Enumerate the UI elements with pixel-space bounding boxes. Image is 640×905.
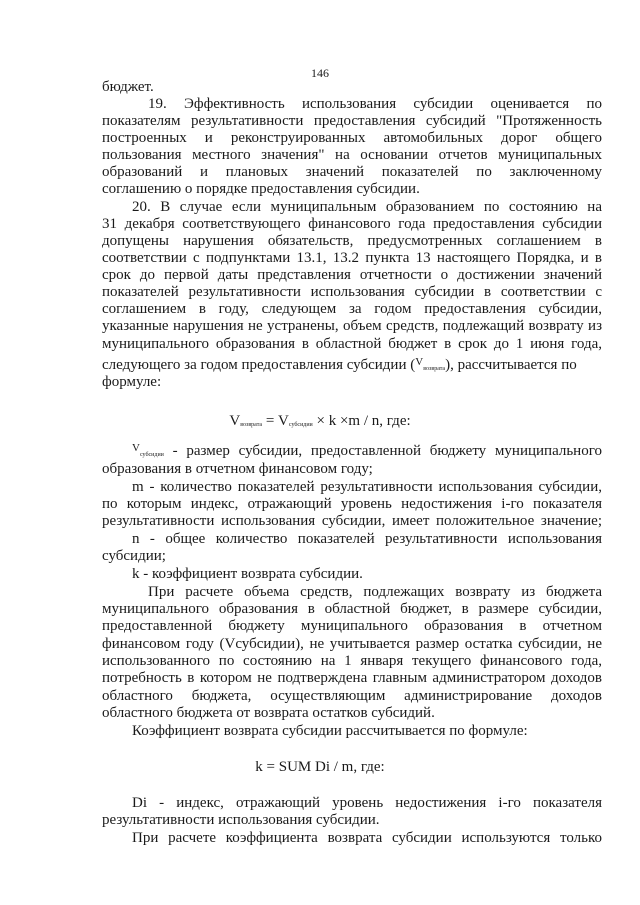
text-line: срок до первой даты представления отчетности о достижении значений [102,267,602,283]
text-line: соглашением в году, следующем за годом предоставления субсидии, [102,301,602,317]
text-line: При расчете коэффициента возврата субсидии используются только [132,830,602,846]
text-line: областного бюджета, осуществляющим администрирование доходов [102,688,602,704]
page-number: 146 [311,66,329,80]
text-line: Коэффициент возврата субсидии рассчитывается по формуле: [132,723,528,739]
text-line: муниципального образования в областной бюджет, в размере субсидии, [102,601,602,617]
text-line: финансовом году (Vсубсидии), не учитывается размер остатка субсидии, не [102,636,602,652]
text-line: формуле: [102,374,162,390]
text-line: муниципального образования в областной бюджет в срок до 1 июня года, [102,336,602,352]
text-line: указанные нарушения не устранены, объем средств, подлежащий возврату из [102,318,602,334]
text-line: При расчете объема средств, подлежащих возврату из бюджета [148,584,602,600]
text-line: пользования местного значения" на основании отчетов муниципальных [102,147,602,163]
text-line: результативности использования субсидии. [102,812,380,828]
text-line: следующего за годом предоставления субсидии ($^V$возврата), рассчитывается по [102,356,577,373]
text-line: m - количество показателей результативности использования субсидии, [132,479,602,495]
text-line: показателей результативности использования субсидии в соответствии с [102,284,602,300]
text-line: построенных и реконструированных автомобильных дорог общего [102,130,602,146]
text-line: 20. В случае если муниципальным образованием по состоянию на [132,199,602,215]
text-line: использованного по состоянию на 1 января текущего финансового года, [102,653,602,669]
text-line: n - общее количество показателей результативности использования [132,531,602,547]
text-line: соглашению о порядке предоставления субсидии. [102,181,420,197]
text-line: по которым индекс, отражающий уровень недостижения i-го показателя [102,496,602,512]
text-line: потребность в котором не подтверждена главным администратором доходов [102,670,602,686]
text-line: образования в отчетном финансовом году; [102,461,373,477]
text-line: показателям результативности предоставления субсидий "Протяженность [102,113,602,129]
text-line: предоставленной бюджету муниципального образования в отчетном [102,618,602,634]
text-line: соответствии с подпунктами 13.1, 13.2 пункта 13 настоящего Порядка, и в [102,250,602,266]
formula-1: $V_{возврата} = V_{субсидии} \times k \times m / n$, где: [229,413,411,429]
text-line: результативности использования субсидии, имеет положительное значение; [102,513,602,529]
text-line: допущены нарушения обязательств, предусмотренных соглашением в [102,233,602,249]
text-line: Di - индекс, отражающий уровень недостижения i-го показателя [132,795,602,811]
formula-2: k = SUM Di / m, где: [255,759,385,775]
text-line: бюджет. [102,79,154,95]
text-line: k - коэффициент возврата субсидии. [132,566,363,582]
text-line: субсидии; [102,548,166,564]
text-line: областного бюджета от возврата остатков субсидий. [102,705,435,721]
text-line: $^V$субсидии - размер субсидии, предоставленной бюджету муниципального [132,442,602,459]
text-line: образований и плановых значений показателей по заключенному [102,164,602,180]
text-line: 19. Эффективность использования субсидии оценивается по [148,96,602,112]
text-line: 31 декабря соответствующего финансового года предоставления субсидии [102,216,602,232]
